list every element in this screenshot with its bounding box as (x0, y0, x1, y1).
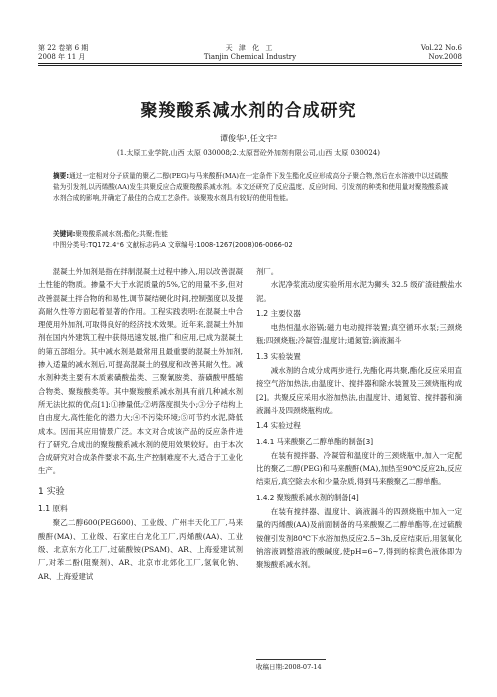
cement-paragraph: 水泥净浆流动度实验所用水泥为狮头 32.5 级矿渣硅酸盐水泥。 (256, 280, 462, 303)
section-1-heading: 1 实验 (38, 486, 65, 497)
received-date-note: 收稿日期:2008-07-14 (256, 663, 322, 671)
section-1-4-heading: 1.4 实验过程 (256, 421, 301, 431)
right-column (256, 265, 462, 572)
article-affiliation: (1.太原工业学院,山西 太原 030008;2.太原晋砼外加剂有限公司,山西 太原 030024) (117, 149, 380, 157)
instruments-paragraph: 电热恒温水浴锅;磁力电动搅拌装置;真空循环水泵;三颈烧瓶;四颈烧瓶;冷凝管;温度计;通氮管;滴液漏斗 (256, 323, 462, 346)
header-rule-secondary (38, 65, 462, 66)
copolymer-paragraph: 在装有搅拌器、温度计、滴液漏斗的四颈烧瓶中加入一定量的丙烯酸(AA)及前面制备的马来酸聚乙二醇单酯等,在过硫酸铵催引发剂80℃下水浴加热反应2.5~3h,反应结束后,用氢氧化钠溶液调整溶液的酸碱度,使pH=6~7,得到的棕黄色液体即为聚羧酸系减水剂。 (256, 507, 462, 570)
keywords-label: 关键词: (53, 230, 76, 238)
intro-paragraph: 混凝土外加剂是指在拌制混凝土过程中掺入,用以改善混凝土性能的物质。掺量不大于水泥质量的5%,它的用量不多,但对改善混凝土拌合物的和易性,调节凝结硬化时间,控制强度以及提高耐久性等方面起着显著的作用。工程实践表明:在混凝土中合理使用外加剂,可取得良好的经济技术效果。近年来,混凝土外加剂在国内外建筑工程中获得迅速发展,推广和应用,已成为混凝土的第五部组分。其中减水剂是最常用且最重要的混凝土外加剂,掺入适量的减水剂后,可提高混凝土的强度和改善其耐久性。减水剂种类主要有木质素磺酸盐类、三聚氰胺类、萘磺酸甲醛缩合物类、聚羧酸类等。其中聚羧酸系减水剂具有前几种减水剂所无法比拟的优点[1]:①掺量低;②坍落度损失小;③分子结构上自由度大,高性能化的潜力大;④不污染环境;⑤可节约水泥,降低成本。因而其应用情景广泛。本文对合成该产品的反应条件进行了研究,合成出的聚羧酸系减水剂的使用效果较好。由于本次合成研究对合成条件要求不高,生产控制难度不大,适合于工业化生产。 (38, 267, 243, 476)
materials-paragraph: 聚乙二醇600(PEG600)、工业级、广州丰天化工厂,马来酸酐(MA)、工业级、石家庄白龙化工厂,丙烯酸(AA)、工业级、北京东方化工厂,过硫酸铵(PSAM)、AR、上海爱建试剂厂,对苯二酚(阻聚剂)、AR、北京市北郊化工厂,氢氧化钠、AR、上海爱建试 (38, 518, 243, 581)
section-1-2-heading: 1.2 主要仪器 (256, 308, 301, 318)
article-authors: 谭俊华¹,任文宇² (220, 134, 277, 143)
journal-name-en: Tianjin Chemical Industry (203, 53, 297, 61)
journal-date-en: Nov.2008 (428, 53, 462, 61)
abstract-text: 通过一定相对分子质量的聚乙二醇(PEG)与马来酸酐(MA)在一定条件下发生酯化反应形成高分子聚合物,然后在水溶液中以过硫酸盐为引发剂,以丙烯酸(AA)发生共聚反应合成聚羧酸系减水剂。本文还研究了反应温度、反应时间、引发剂的种类和使用量对聚羧酸系减水剂合成的影响,并确定了最佳的合成工艺条件。该聚羧水剂具有较好的使用性能。 (53, 172, 448, 202)
classification-line: 中图分类号:TQ172.4⁺6 文献标志码:A 文章编号:1008-1267(2008)06-0066-02 (53, 241, 293, 249)
abstract-label: 摘要: (53, 172, 69, 180)
section-1-3-heading: 1.3 实验装置 (256, 351, 301, 361)
article-title: 聚羧酸系减水剂的合成研究 (140, 101, 357, 121)
journal-name: 天 津 化 工 (225, 44, 275, 52)
footnote-rule (256, 659, 326, 660)
journal-volume: 第 22 卷第 6 期 (38, 44, 89, 52)
abstract-block (53, 171, 448, 204)
header-rule (38, 63, 462, 64)
left-column (38, 265, 243, 583)
keywords-block (53, 229, 448, 239)
section-1-1-heading: 1.1 原料 (38, 504, 68, 514)
journal-date: 2008 年 11 月 (38, 53, 86, 61)
section-1-4-1-heading: 1.4.1 马来酸聚乙二醇单酯的制备[3] (256, 436, 374, 446)
continuation-text: 剂厂。 (256, 267, 279, 276)
keywords-text: 聚羧酸系减水剂;酯化;共聚;性能 (75, 230, 168, 238)
ester-paragraph: 在装有搅拌器、冷凝管和温度计的三颈烧瓶中,加入一定配比的聚乙二醇(PEG)和马来酸酐(MA),加热至90℃反应2h,反应结束后,真空除去水和少量杂质,得到马来酸聚乙二醇单酯。 (256, 450, 462, 487)
section-1-4-2-heading: 1.4.2 聚羧酸系减水剂的制备[4] (256, 492, 359, 502)
apparatus-paragraph: 减水剂的合成分成两步进行,先酯化再共聚,酯化反应采用直接空气浴加热法,由温度计、搅拌器和除水装置及三颈烧瓶构成[2]。共聚反应采用水浴加热法,由温度计、通氮管、搅拌器和滴液漏斗及四颈烧瓶构成。 (256, 366, 462, 415)
journal-volume-en: Vol.22 No.6 (420, 44, 462, 52)
